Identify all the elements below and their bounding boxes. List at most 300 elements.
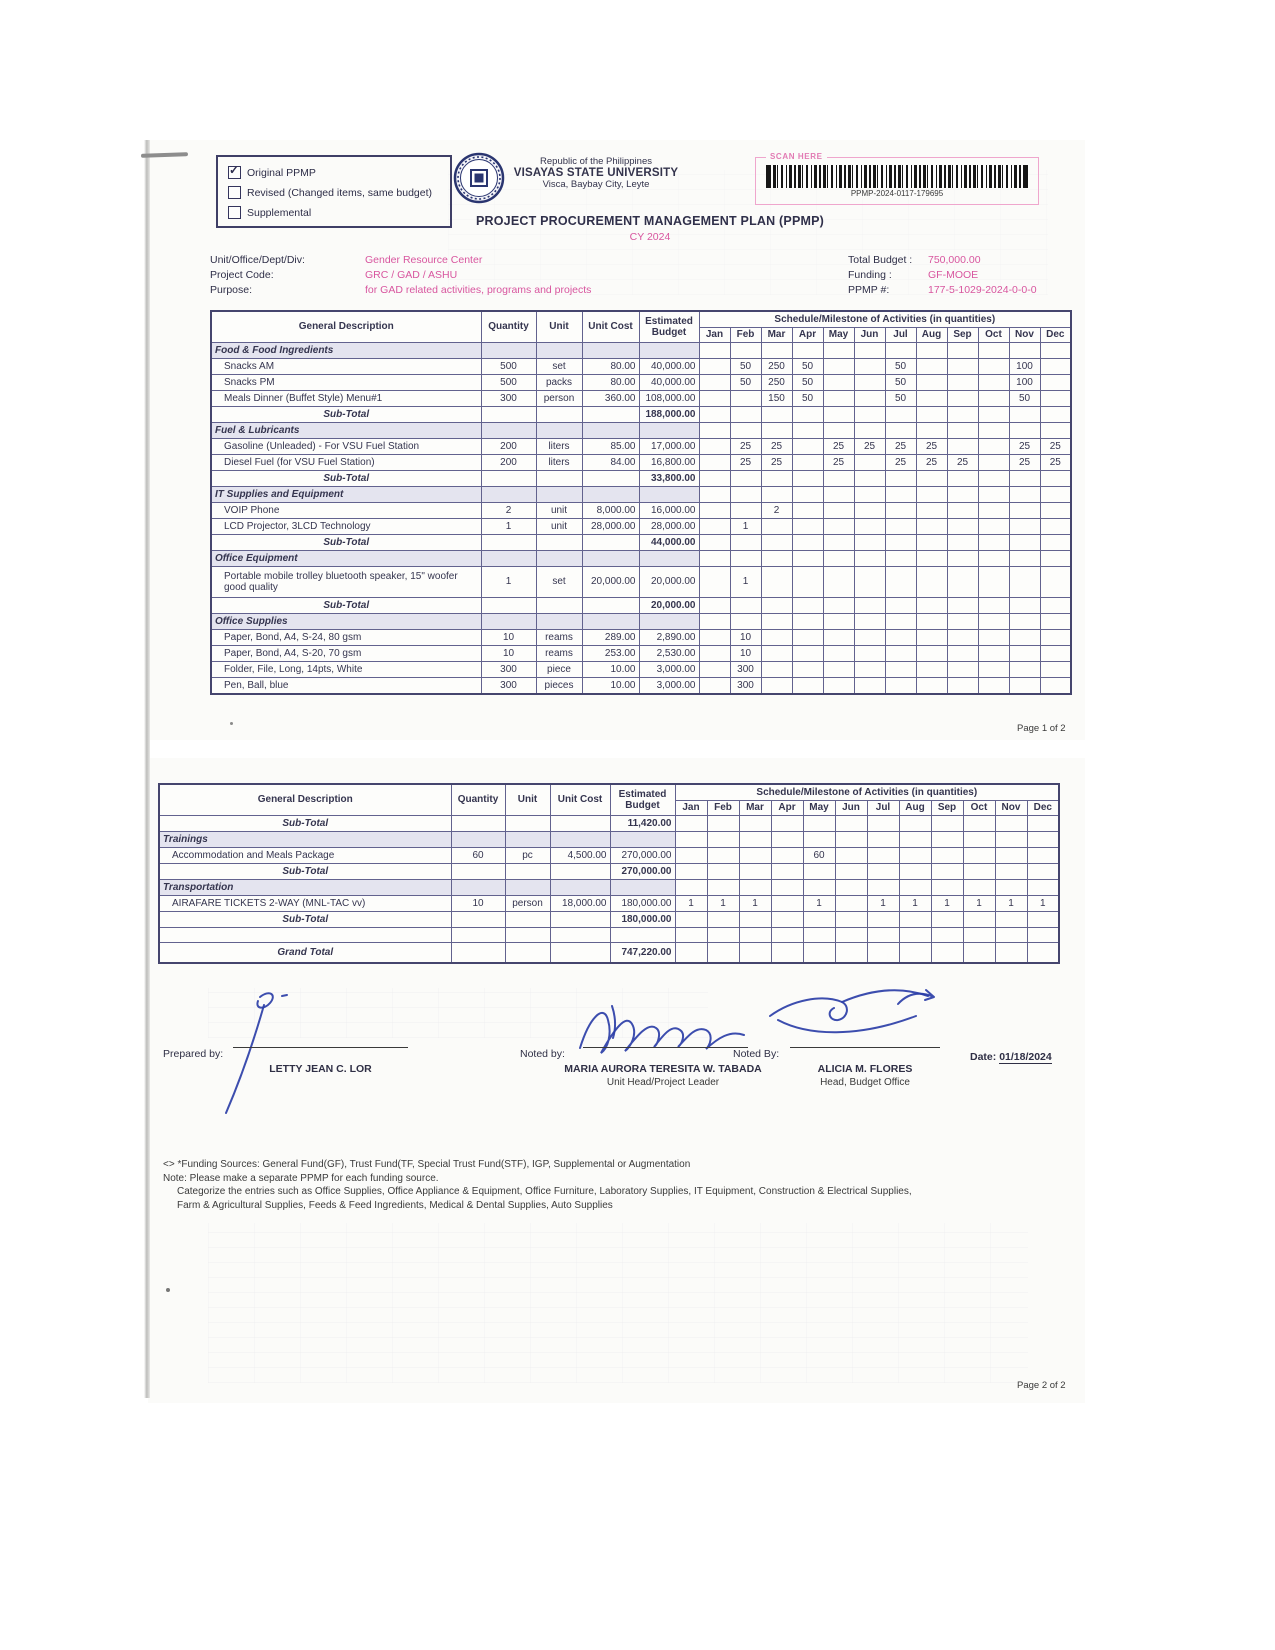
cell-month-mar bbox=[761, 567, 792, 598]
cell-month-oct bbox=[978, 614, 1009, 630]
cell-month-jul bbox=[885, 551, 916, 567]
table-row-item bbox=[211, 503, 1071, 519]
cell-description: Pen, Ball, blue bbox=[211, 678, 481, 695]
cell-month-aug bbox=[916, 487, 947, 503]
cell-quantity bbox=[451, 864, 505, 880]
cell-month-feb: 1 bbox=[730, 567, 761, 598]
cell-month-feb bbox=[730, 423, 761, 439]
cell-month-jan bbox=[699, 646, 730, 662]
cell-estimated-budget bbox=[639, 487, 699, 503]
cell-month-dec bbox=[1040, 614, 1071, 630]
cell-month-nov bbox=[995, 943, 1027, 964]
cell-month-dec bbox=[1027, 928, 1059, 943]
cell-estimated-budget: 3,000.00 bbox=[639, 662, 699, 678]
cell-month-jan bbox=[699, 455, 730, 471]
cell-month-feb: 1 bbox=[730, 519, 761, 535]
table-row-item bbox=[211, 375, 1071, 391]
cell-description: Snacks PM bbox=[211, 375, 481, 391]
cell-month-nov bbox=[1009, 662, 1040, 678]
ppmp-number-value: 177-5-1029-2024-0-0-0 bbox=[928, 284, 1037, 296]
cell-month-jan bbox=[699, 423, 730, 439]
cell-month-dec bbox=[1040, 630, 1071, 646]
cell-month-sep bbox=[947, 375, 978, 391]
cell-month-oct bbox=[978, 519, 1009, 535]
cell-month-jan bbox=[699, 439, 730, 455]
cell-month-dec: 25 bbox=[1040, 439, 1071, 455]
cell-month-jun bbox=[854, 662, 885, 678]
month-header: Feb bbox=[707, 801, 739, 816]
cell-month-sep: 25 bbox=[947, 455, 978, 471]
cell-month-dec bbox=[1027, 864, 1059, 880]
cell-month-mar bbox=[761, 487, 792, 503]
cell-month-oct bbox=[978, 471, 1009, 487]
table-row-item bbox=[211, 662, 1071, 678]
cell-month-mar bbox=[739, 816, 771, 832]
cell-month-jan: 1 bbox=[675, 896, 707, 912]
cell-quantity: 300 bbox=[481, 391, 536, 407]
cell-estimated-budget: 2,890.00 bbox=[639, 630, 699, 646]
cell-description: Folder, File, Long, 14pts, White bbox=[211, 662, 481, 678]
cell-month-feb bbox=[730, 614, 761, 630]
cell-unit bbox=[536, 343, 582, 359]
cell-month-sep bbox=[931, 832, 963, 848]
cell-description: Office Equipment bbox=[211, 551, 481, 567]
cell-month-jun bbox=[854, 407, 885, 423]
cell-quantity: 1 bbox=[481, 519, 536, 535]
university-header bbox=[476, 156, 716, 190]
page-number: Page 2 of 2 bbox=[1017, 1380, 1066, 1391]
cell-month-dec bbox=[1040, 471, 1071, 487]
scan-artifact bbox=[230, 722, 233, 725]
cell-month-mar bbox=[761, 646, 792, 662]
document-title: PROJECT PROCUREMENT MANAGEMENT PLAN (PPMP) bbox=[476, 214, 824, 228]
cell-month-may bbox=[823, 375, 854, 391]
col-unit: Unit bbox=[536, 311, 582, 343]
cell-month-jun bbox=[854, 487, 885, 503]
cell-estimated-budget: 180,000.00 bbox=[610, 896, 675, 912]
cell-month-jul bbox=[885, 567, 916, 598]
cell-month-oct bbox=[978, 455, 1009, 471]
cell-month-jul bbox=[885, 519, 916, 535]
cell-month-apr: 50 bbox=[792, 375, 823, 391]
cell-month-nov bbox=[1009, 407, 1040, 423]
cell-month-aug bbox=[916, 662, 947, 678]
table-row-item bbox=[211, 439, 1071, 455]
total-budget-value: 750,000.00 bbox=[928, 254, 981, 266]
cell-month-mar bbox=[739, 943, 771, 964]
cell-description: Trainings bbox=[159, 832, 451, 848]
cell-month-jan bbox=[675, 832, 707, 848]
unit-value: Gender Resource Center bbox=[365, 254, 483, 266]
purpose-value: for GAD related activities, programs and projects bbox=[365, 284, 592, 296]
cell-month-aug bbox=[916, 519, 947, 535]
cell-month-sep bbox=[947, 439, 978, 455]
cell-month-aug bbox=[916, 503, 947, 519]
cell-month-feb bbox=[730, 503, 761, 519]
cell-description: Fuel & Lubricants bbox=[211, 423, 481, 439]
month-header: Aug bbox=[916, 328, 947, 343]
cell-month-jun bbox=[854, 455, 885, 471]
cell-estimated-budget: 188,000.00 bbox=[639, 407, 699, 423]
cell-month-jul bbox=[885, 535, 916, 551]
month-header: Jul bbox=[867, 801, 899, 816]
cell-quantity bbox=[481, 598, 536, 614]
cell-month-jun bbox=[854, 678, 885, 695]
cell-month-sep bbox=[947, 567, 978, 598]
cell-unit-cost: 253.00 bbox=[582, 646, 639, 662]
cell-month-oct bbox=[963, 928, 995, 943]
cell-quantity bbox=[451, 880, 505, 896]
cell-month-apr bbox=[771, 832, 803, 848]
cell-month-oct bbox=[978, 391, 1009, 407]
cell-month-sep bbox=[931, 816, 963, 832]
cell-month-sep bbox=[931, 912, 963, 928]
table-row-category bbox=[159, 880, 1059, 896]
cell-month-jan bbox=[699, 487, 730, 503]
cell-month-may bbox=[823, 391, 854, 407]
cell-month-mar: 25 bbox=[761, 455, 792, 471]
cell-description: Sub-Total bbox=[211, 407, 481, 423]
unchecked-checkbox-icon bbox=[228, 206, 241, 219]
cell-month-jan bbox=[699, 567, 730, 598]
cell-month-may bbox=[823, 423, 854, 439]
cell-unit-cost bbox=[582, 423, 639, 439]
cell-month-sep bbox=[947, 551, 978, 567]
cell-month-sep bbox=[947, 359, 978, 375]
cell-month-jul bbox=[867, 864, 899, 880]
cell-month-mar bbox=[739, 864, 771, 880]
cell-unit: unit bbox=[536, 503, 582, 519]
cell-unit: liters bbox=[536, 455, 582, 471]
cell-month-oct bbox=[978, 359, 1009, 375]
month-header: Aug bbox=[899, 801, 931, 816]
checkbox-option bbox=[228, 163, 440, 179]
cell-quantity bbox=[481, 343, 536, 359]
cell-month-jan bbox=[699, 375, 730, 391]
cell-unit-cost: 84.00 bbox=[582, 455, 639, 471]
cell-estimated-budget: 20,000.00 bbox=[639, 567, 699, 598]
cell-month-jul bbox=[885, 503, 916, 519]
project-code-value: GRC / GAD / ASHU bbox=[365, 269, 458, 281]
table-header bbox=[211, 311, 1071, 343]
cell-estimated-budget: 3,000.00 bbox=[639, 678, 699, 695]
footnote-line: Note: Please make a separate PPMP for each funding source. bbox=[163, 1172, 439, 1184]
cell-month-jul: 25 bbox=[885, 455, 916, 471]
checkbox-label: Supplemental bbox=[247, 206, 312, 219]
cell-month-nov bbox=[1009, 614, 1040, 630]
cell-month-mar: 2 bbox=[761, 503, 792, 519]
cell-month-aug bbox=[899, 832, 931, 848]
cell-month-dec bbox=[1040, 551, 1071, 567]
col-unit: Unit bbox=[505, 784, 550, 816]
cell-unit-cost bbox=[582, 407, 639, 423]
cell-month-apr bbox=[792, 551, 823, 567]
cell-month-apr bbox=[792, 487, 823, 503]
total-budget-label: Total Budget : bbox=[848, 254, 913, 266]
cell-month-nov bbox=[995, 848, 1027, 864]
cell-month-jun bbox=[854, 519, 885, 535]
budget-info bbox=[848, 254, 1037, 299]
cell-month-nov bbox=[995, 880, 1027, 896]
cell-month-jun bbox=[854, 391, 885, 407]
footnote-line: Farm & Agricultural Supplies, Feeds & Feed Ingredients, Medical & Dental Supplies, Auto Supplies bbox=[177, 1199, 613, 1211]
month-header: Apr bbox=[771, 801, 803, 816]
cell-month-oct bbox=[978, 630, 1009, 646]
month-header: Feb bbox=[730, 328, 761, 343]
cell-month-dec bbox=[1040, 423, 1071, 439]
cell-month-nov bbox=[1009, 423, 1040, 439]
table-row-subtotal bbox=[211, 471, 1071, 487]
cell-month-apr bbox=[792, 614, 823, 630]
cell-month-jun bbox=[854, 503, 885, 519]
cell-estimated-budget bbox=[639, 343, 699, 359]
cell-month-dec bbox=[1040, 678, 1071, 695]
cell-unit: pc bbox=[505, 848, 550, 864]
cell-month-may bbox=[803, 880, 835, 896]
cell-month-oct bbox=[978, 535, 1009, 551]
table-row-subtotal bbox=[211, 535, 1071, 551]
cell-estimated-budget bbox=[610, 832, 675, 848]
month-header: Jul bbox=[885, 328, 916, 343]
cell-month-feb: 25 bbox=[730, 439, 761, 455]
calendar-year: CY 2024 bbox=[629, 231, 671, 243]
cell-month-jan bbox=[699, 407, 730, 423]
table-row-empty bbox=[159, 928, 1059, 943]
cell-quantity: 300 bbox=[481, 662, 536, 678]
cell-month-apr bbox=[771, 816, 803, 832]
bleedthrough-ghost bbox=[208, 1223, 1028, 1383]
cell-month-may bbox=[803, 912, 835, 928]
cell-month-nov bbox=[995, 816, 1027, 832]
cell-unit bbox=[505, 816, 550, 832]
cell-description bbox=[159, 928, 451, 943]
table-row-category bbox=[211, 423, 1071, 439]
cell-month-jan bbox=[699, 598, 730, 614]
cell-unit-cost: 4,500.00 bbox=[550, 848, 610, 864]
cell-description: Sub-Total bbox=[159, 864, 451, 880]
cell-month-feb bbox=[730, 407, 761, 423]
cell-unit-cost bbox=[550, 943, 610, 964]
cell-month-dec bbox=[1040, 375, 1071, 391]
scanner-edge-shadow bbox=[144, 140, 150, 1398]
cell-unit: person bbox=[505, 896, 550, 912]
cell-description: Sub-Total bbox=[211, 471, 481, 487]
cell-month-feb: 50 bbox=[730, 359, 761, 375]
cell-estimated-budget: 40,000.00 bbox=[639, 359, 699, 375]
cell-month-aug bbox=[916, 646, 947, 662]
cell-month-mar bbox=[761, 535, 792, 551]
cell-unit-cost bbox=[582, 343, 639, 359]
cell-month-aug bbox=[916, 375, 947, 391]
cell-quantity bbox=[451, 928, 505, 943]
cell-month-jan bbox=[699, 535, 730, 551]
cell-month-may bbox=[823, 535, 854, 551]
noted-by-2-title: Head, Budget Office bbox=[820, 1077, 910, 1088]
checkbox-option bbox=[228, 186, 440, 199]
cell-month-jun bbox=[835, 864, 867, 880]
cell-unit: piece bbox=[536, 662, 582, 678]
noted-by-2-name: ALICIA M. FLORES bbox=[817, 1063, 913, 1075]
cell-month-feb bbox=[707, 928, 739, 943]
cell-month-oct bbox=[978, 551, 1009, 567]
cell-quantity bbox=[481, 551, 536, 567]
signature-ink-noted-by bbox=[568, 996, 758, 1062]
cell-quantity bbox=[481, 407, 536, 423]
cell-month-jan bbox=[699, 519, 730, 535]
table-row-item bbox=[211, 567, 1071, 598]
cell-month-mar: 1 bbox=[739, 896, 771, 912]
cell-month-mar bbox=[761, 407, 792, 423]
cell-month-nov bbox=[1009, 471, 1040, 487]
cell-month-nov bbox=[1009, 535, 1040, 551]
funding-label: Funding : bbox=[848, 269, 892, 281]
cell-month-jan bbox=[699, 630, 730, 646]
cell-month-apr bbox=[792, 598, 823, 614]
cell-description: Paper, Bond, A4, S-20, 70 gsm bbox=[211, 646, 481, 662]
cell-month-dec bbox=[1040, 503, 1071, 519]
country-line: Republic of the Philippines bbox=[540, 156, 652, 167]
cell-month-nov bbox=[995, 864, 1027, 880]
cell-month-jul bbox=[885, 630, 916, 646]
unchecked-checkbox-icon bbox=[228, 186, 241, 199]
cell-month-apr bbox=[771, 928, 803, 943]
cell-month-oct bbox=[978, 598, 1009, 614]
cell-month-apr bbox=[792, 439, 823, 455]
footnotes bbox=[163, 1158, 912, 1212]
cell-month-feb bbox=[730, 487, 761, 503]
cell-unit: liters bbox=[536, 439, 582, 455]
cell-month-jul bbox=[867, 832, 899, 848]
cell-month-sep bbox=[947, 630, 978, 646]
cell-month-feb bbox=[707, 912, 739, 928]
month-header: May bbox=[803, 801, 835, 816]
table-row-item bbox=[211, 359, 1071, 375]
project-code-label: Project Code: bbox=[210, 269, 274, 281]
cell-month-feb bbox=[707, 880, 739, 896]
cell-month-nov: 1 bbox=[995, 896, 1027, 912]
table-row-item bbox=[211, 630, 1071, 646]
cell-month-aug bbox=[916, 598, 947, 614]
cell-description: AIRAFARE TICKETS 2-WAY (MNL-TAC vv) bbox=[159, 896, 451, 912]
cell-month-nov bbox=[995, 928, 1027, 943]
cell-month-jan bbox=[675, 864, 707, 880]
cell-month-aug bbox=[916, 471, 947, 487]
cell-month-apr bbox=[792, 678, 823, 695]
cell-description: Meals Dinner (Buffet Style) Menu#1 bbox=[211, 391, 481, 407]
barcode-number: PPMP-2024-0117-179695 bbox=[850, 189, 944, 198]
cell-month-sep bbox=[947, 646, 978, 662]
cell-description: Accommodation and Meals Package bbox=[159, 848, 451, 864]
col-schedule: Schedule/Milestone of Activities (in quantities) bbox=[699, 311, 1071, 328]
cell-quantity bbox=[481, 471, 536, 487]
cell-unit-cost: 10.00 bbox=[582, 678, 639, 695]
cell-unit-cost bbox=[550, 864, 610, 880]
cell-month-jan bbox=[699, 471, 730, 487]
cell-month-oct bbox=[963, 832, 995, 848]
cell-unit bbox=[536, 614, 582, 630]
cell-estimated-budget: 28,000.00 bbox=[639, 519, 699, 535]
cell-month-may bbox=[823, 662, 854, 678]
cell-month-may bbox=[823, 487, 854, 503]
cell-month-sep bbox=[947, 487, 978, 503]
date-field bbox=[970, 1051, 1052, 1063]
cell-month-aug bbox=[916, 551, 947, 567]
cell-unit bbox=[536, 551, 582, 567]
cell-quantity bbox=[481, 535, 536, 551]
month-header: Sep bbox=[931, 801, 963, 816]
month-header: Dec bbox=[1040, 328, 1071, 343]
cell-month-aug bbox=[916, 567, 947, 598]
cell-quantity bbox=[451, 912, 505, 928]
cell-month-jul bbox=[885, 407, 916, 423]
cell-month-may bbox=[823, 551, 854, 567]
cell-month-mar bbox=[761, 662, 792, 678]
cell-month-oct bbox=[978, 503, 1009, 519]
cell-month-jul bbox=[867, 912, 899, 928]
noted-by-label: Noted by: bbox=[520, 1048, 565, 1060]
cell-month-may bbox=[823, 519, 854, 535]
ppmp-number-label: PPMP #: bbox=[848, 284, 890, 296]
funding-value: GF-MOOE bbox=[928, 269, 979, 281]
cell-month-mar: 150 bbox=[761, 391, 792, 407]
cell-month-jun bbox=[835, 896, 867, 912]
month-header: May bbox=[823, 328, 854, 343]
cell-month-aug bbox=[899, 880, 931, 896]
cell-estimated-budget: 44,000.00 bbox=[639, 535, 699, 551]
cell-estimated-budget: 108,000.00 bbox=[639, 391, 699, 407]
cell-month-feb bbox=[707, 848, 739, 864]
cell-month-aug bbox=[916, 407, 947, 423]
cell-month-jun bbox=[854, 598, 885, 614]
cell-month-dec bbox=[1027, 832, 1059, 848]
cell-month-may bbox=[803, 928, 835, 943]
cell-month-nov bbox=[1009, 519, 1040, 535]
cell-month-dec bbox=[1040, 646, 1071, 662]
cell-unit bbox=[536, 598, 582, 614]
cell-month-apr bbox=[792, 471, 823, 487]
cell-month-mar bbox=[761, 551, 792, 567]
cell-month-feb: 25 bbox=[730, 455, 761, 471]
cell-month-aug bbox=[916, 359, 947, 375]
cell-month-jul bbox=[885, 598, 916, 614]
cell-month-jul: 50 bbox=[885, 375, 916, 391]
cell-month-feb bbox=[730, 551, 761, 567]
cell-month-oct bbox=[978, 343, 1009, 359]
cell-month-nov: 100 bbox=[1009, 375, 1040, 391]
cell-month-may bbox=[823, 567, 854, 598]
cell-month-oct bbox=[978, 487, 1009, 503]
cell-month-jun bbox=[854, 535, 885, 551]
cell-month-dec bbox=[1040, 567, 1071, 598]
cell-unit bbox=[505, 912, 550, 928]
cell-month-apr bbox=[792, 455, 823, 471]
cell-quantity: 10 bbox=[481, 630, 536, 646]
cell-unit bbox=[536, 471, 582, 487]
noted-by-name: MARIA AURORA TERESITA W. TABADA bbox=[564, 1063, 762, 1075]
cell-month-oct bbox=[978, 567, 1009, 598]
cell-month-jan bbox=[675, 943, 707, 964]
cell-month-nov bbox=[1009, 630, 1040, 646]
cell-month-nov bbox=[1009, 567, 1040, 598]
cell-month-dec bbox=[1040, 487, 1071, 503]
cell-month-nov bbox=[1009, 551, 1040, 567]
cell-month-apr: 50 bbox=[792, 359, 823, 375]
cell-estimated-budget: 16,000.00 bbox=[639, 503, 699, 519]
ppmp-table-page1 bbox=[210, 310, 1072, 695]
cell-quantity: 60 bbox=[451, 848, 505, 864]
cell-month-feb: 10 bbox=[730, 646, 761, 662]
cell-month-oct bbox=[978, 662, 1009, 678]
